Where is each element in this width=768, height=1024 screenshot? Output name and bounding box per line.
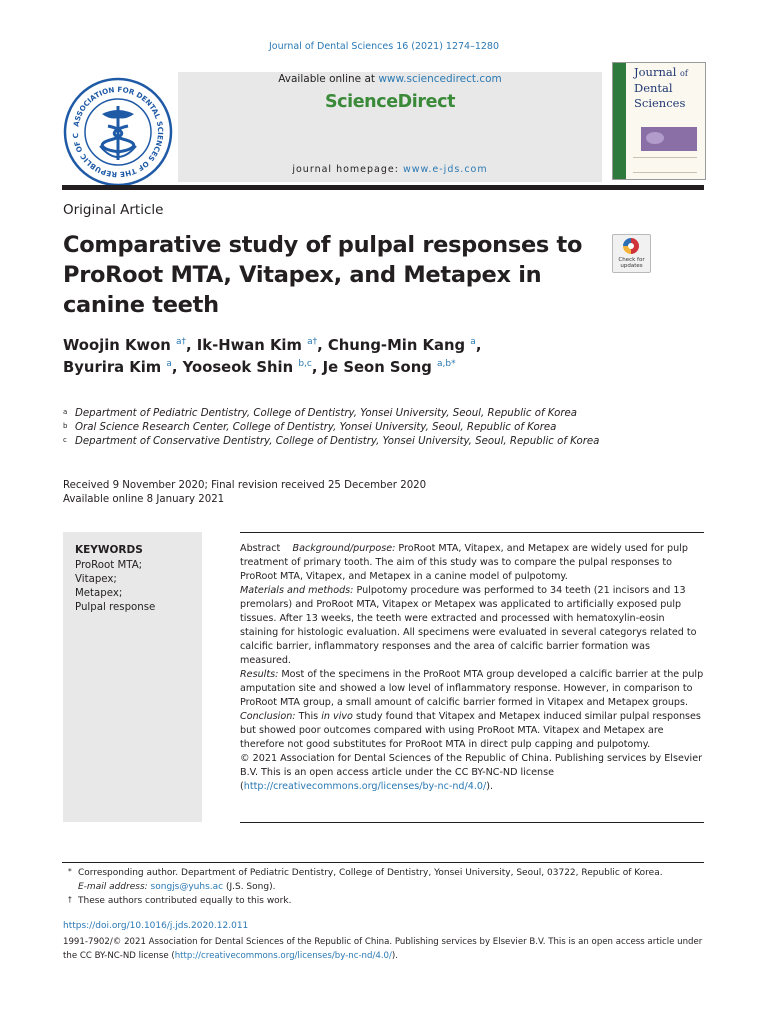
copyright-end: ). (486, 781, 494, 792)
cover-histology-image (641, 127, 697, 151)
author-affiliation-mark[interactable]: a (470, 337, 476, 347)
abstract-copyright (240, 752, 704, 794)
affiliation-item (63, 421, 623, 435)
copyright-text: © 2021 Association for Dental Sciences of the Republic of China. Publishing services by Elsevier B.V. This is an open access article under the CC BY-NC-ND license ( (240, 753, 703, 792)
keyword-item: Vitapex; (75, 574, 117, 585)
author-separator: , (311, 359, 323, 376)
affiliation-text: Oral Science Research Center, College of Dentistry, Yonsei University, Seoul, Republic of Korea (75, 422, 557, 433)
author-affiliation-mark[interactable]: a† (175, 337, 186, 347)
journal-homepage-line (178, 164, 602, 175)
cover-title-sciences: Sciences (634, 96, 686, 110)
abstract (240, 542, 704, 794)
abstract-methods (240, 584, 704, 668)
conclusion-label: Conclusion: (240, 711, 296, 722)
results-text: Most of the specimens in the ProRoot MTA group developed a calcific barrier at the pulp amputation site and showed a low level of inflammatory response. However, in comparison to ProRoot MTA group, a small amount of calcific barrier formed in Vitapex and Metapex groups. (240, 669, 704, 708)
header-rule (62, 185, 704, 190)
author-name: Byurira Kim (63, 359, 162, 376)
check-label-line2: updates (620, 263, 643, 269)
affiliation-key: a (63, 408, 68, 416)
keyword-item: ProRoot MTA; (75, 560, 143, 571)
author-name: Chung-Min Kang (327, 337, 466, 354)
footnotes (63, 866, 705, 908)
author-name: Yooseok Shin (182, 359, 294, 376)
methods-text: Pulpotomy procedure was performed to 34 teeth (21 incisors and 13 premolars) and ProRoot MTA, Vitapex or Metapex was applicated to artificially exposed pulp tissues. After 13 weeks, the teeth were extracted and processed with hematoxylin-eosin staining for histologic evaluation. All specimens were evaluated in several categorys related to calcific barrier, inflammatory responses and the area of calcific barrier formation was measured. (240, 585, 697, 666)
footnote-key: † (68, 895, 72, 904)
keywords-heading: KEYWORDS (75, 544, 143, 556)
footer-end: ). (391, 951, 399, 961)
abstract-background (240, 542, 704, 584)
email-suffix: (J.S. Song). (223, 882, 276, 892)
keywords-box (63, 532, 202, 822)
footnote-rule (62, 862, 704, 863)
affiliation-text: Department of Conservative Dentistry, College of Dentistry, Yonsei University, Seoul, Republic of Korea (75, 436, 600, 447)
abstract-top-rule (240, 532, 704, 533)
affiliation-key: c (63, 436, 67, 444)
author-affiliation-mark[interactable]: a (166, 359, 172, 369)
footer-license-link[interactable]: http://creativecommons.org/licenses/by-nc-nd/4.0/ (174, 951, 392, 961)
equal-contribution-text: These authors contributed equally to this work. (78, 896, 292, 906)
methods-label: Materials and methods: (240, 585, 354, 596)
crossmark-icon (623, 238, 639, 254)
keyword-item: Pulpal response (75, 602, 156, 613)
sciencedirect-link[interactable]: www.sciencedirect.com (378, 73, 502, 85)
license-link[interactable]: http://creativecommons.org/licenses/by-nc-nd/4.0/ (243, 781, 487, 792)
cover-title-dental: Dental (634, 81, 673, 95)
article-type: Original Article (63, 202, 164, 218)
author-name: Ik-Hwan Kim (196, 337, 302, 354)
journal-cover-thumbnail[interactable] (612, 62, 706, 180)
conclusion-text-part1: This (295, 711, 322, 722)
abstract-heading: Abstract (240, 543, 281, 554)
homepage-prefix: journal homepage: (292, 164, 403, 175)
author-separator: , (185, 337, 197, 354)
article-title: Comparative study of pulpal responses to ProRoot MTA, Vitapex, and Metapex in canine teeth (63, 232, 583, 318)
equal-contribution-note (63, 894, 705, 908)
cover-title (634, 65, 704, 111)
abstract-conclusion (240, 710, 704, 752)
check-for-updates-button[interactable] (612, 234, 651, 273)
seal-ring-text: ASSOCIATION FOR DENTAL SCIENCES OF THE REPUBLIC OF C (70, 84, 166, 180)
received-dates: Received 9 November 2020; Final revision received 25 December 2020 (63, 480, 427, 491)
footnote-key: * (68, 867, 72, 876)
author-separator: , (171, 359, 183, 376)
available-prefix: Available online at (278, 73, 379, 85)
author-name: Je Seon Song (322, 359, 432, 376)
copyright-footer (63, 935, 713, 963)
author-separator: , (475, 337, 482, 354)
affiliation-key: b (63, 422, 68, 430)
author-affiliation-mark[interactable]: a,b* (436, 359, 456, 369)
conclusion-italic: in vivo (321, 711, 353, 722)
corresponding-author-text: Corresponding author. Department of Pediatric Dentistry, College of Dentistry, Yonsei University, Seoul, 03722, Republic of Korea. (78, 868, 663, 878)
sciencedirect-wordmark[interactable]: ScienceDirect (324, 92, 456, 112)
society-seal-logo (62, 76, 174, 188)
footer-text: 1991-7902/© 2021 Association for Dental Sciences of the Republic of China. Publishing services by Elsevier B.V. This is an open access article under the CC BY-NC-ND license ( (63, 937, 703, 961)
affiliation-item (63, 435, 623, 449)
journal-reference[interactable]: Journal of Dental Sciences 16 (2021) 1274–1280 (268, 41, 500, 52)
journal-homepage-link[interactable]: www.e-jds.com (402, 164, 488, 175)
cover-title-journal: Journal (634, 65, 677, 79)
results-label: Results: (240, 669, 279, 680)
email-link[interactable]: songjs@yuhs.ac (150, 882, 224, 892)
conclusion-text-part2: study found that Vitapex and Metapex induced similar pulpal responses but showed poor outcomes compared with using ProRoot MTA. Vitapex and Metapex are therefore not good substitutes for ProRoot MTA in direct pulp capping and pulpotomy. (240, 711, 701, 750)
abstract-bottom-rule (240, 822, 704, 823)
check-label-line1: Check for (618, 257, 645, 263)
affiliation-list (63, 407, 623, 449)
corresponding-author-note (63, 866, 705, 880)
author-affiliation-mark[interactable]: a† (307, 337, 318, 347)
available-online-date: Available online 8 January 2021 (63, 494, 225, 505)
keywords-list (75, 559, 155, 615)
keyword-item: Metapex; (75, 588, 123, 599)
doi-link[interactable]: https://doi.org/10.1016/j.jds.2020.12.011 (63, 921, 249, 931)
author-list (63, 335, 623, 379)
cover-title-of: of (680, 69, 688, 78)
cover-text-lines (633, 157, 697, 173)
abstract-results (240, 668, 704, 710)
background-label: Background/purpose: (292, 543, 396, 554)
affiliation-item (63, 407, 623, 421)
author-name: Woojin Kwon (63, 337, 171, 354)
author-affiliation-mark[interactable]: b,c (298, 359, 312, 369)
background-text: ProRoot MTA, Vitapex, and Metapex are widely used for pulp treatment of primary tooth. The aim of this study was to compare the pulpal responses to ProRoot MTA, Vitapex, and Metapex in a canine model of pulpotomy. (240, 543, 688, 582)
journal-header-box (178, 72, 602, 182)
check-for-updates-label (613, 257, 650, 269)
cover-green-band (613, 63, 626, 179)
author-separator: , (317, 337, 328, 354)
available-online-line (178, 73, 602, 85)
email-label: E-mail address: (78, 882, 148, 892)
article-history (63, 479, 623, 507)
email-note (63, 880, 705, 894)
affiliation-text: Department of Pediatric Dentistry, College of Dentistry, Yonsei University, Seoul, Republic of Korea (75, 408, 578, 419)
